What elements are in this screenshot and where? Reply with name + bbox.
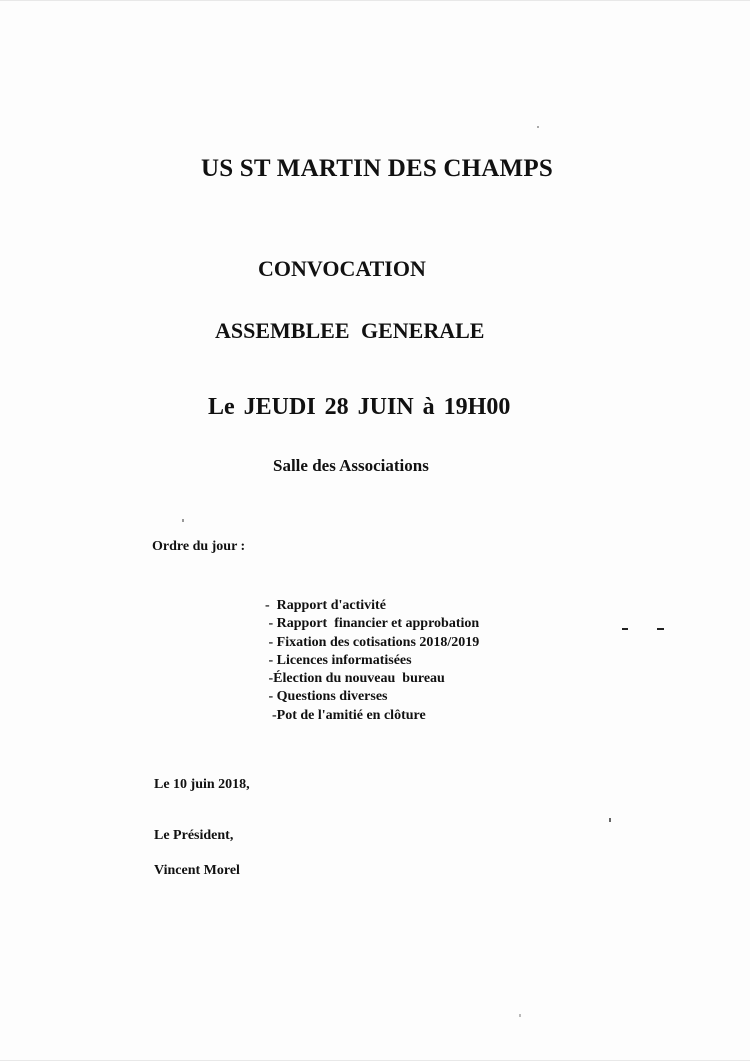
scan-edge-shadow	[0, 0, 750, 1]
club-name-heading: US ST MARTIN DES CHAMPS	[201, 155, 553, 182]
meeting-date: Le JEUDI 28 JUIN à 19H00	[208, 394, 511, 420]
agenda-item: -Pot de l'amitié en clôture	[265, 707, 426, 723]
scan-dash-mark	[622, 628, 628, 630]
agenda-item: -Élection du nouveau bureau	[265, 671, 445, 687]
scan-speck-mark	[537, 126, 539, 128]
agenda-item: - Questions diverses	[265, 689, 388, 705]
scan-speck-mark	[182, 519, 184, 522]
convocation-heading: CONVOCATION	[258, 256, 426, 281]
agenda-title: Ordre du jour :	[152, 539, 246, 554]
president-name: Vincent Morel	[154, 863, 240, 878]
agenda-item: - Licences informatisées	[265, 652, 412, 668]
agenda-item: - Rapport financier et approbation	[265, 616, 480, 632]
agenda-item: - Fixation des cotisations 2018/2019	[265, 634, 480, 650]
president-title: Le Président,	[154, 828, 234, 843]
scan-speck-mark	[609, 818, 611, 822]
agenda-item: - Rapport d'activité	[265, 598, 386, 613]
signature-date: Le 10 juin 2018,	[154, 777, 250, 792]
scan-dash-mark	[657, 628, 664, 630]
agenda-list	[265, 597, 479, 725]
meeting-venue: Salle des Associations	[273, 456, 429, 475]
assembly-heading: ASSEMBLEE GENERALE	[215, 318, 485, 343]
scan-speck-mark	[519, 1014, 521, 1017]
